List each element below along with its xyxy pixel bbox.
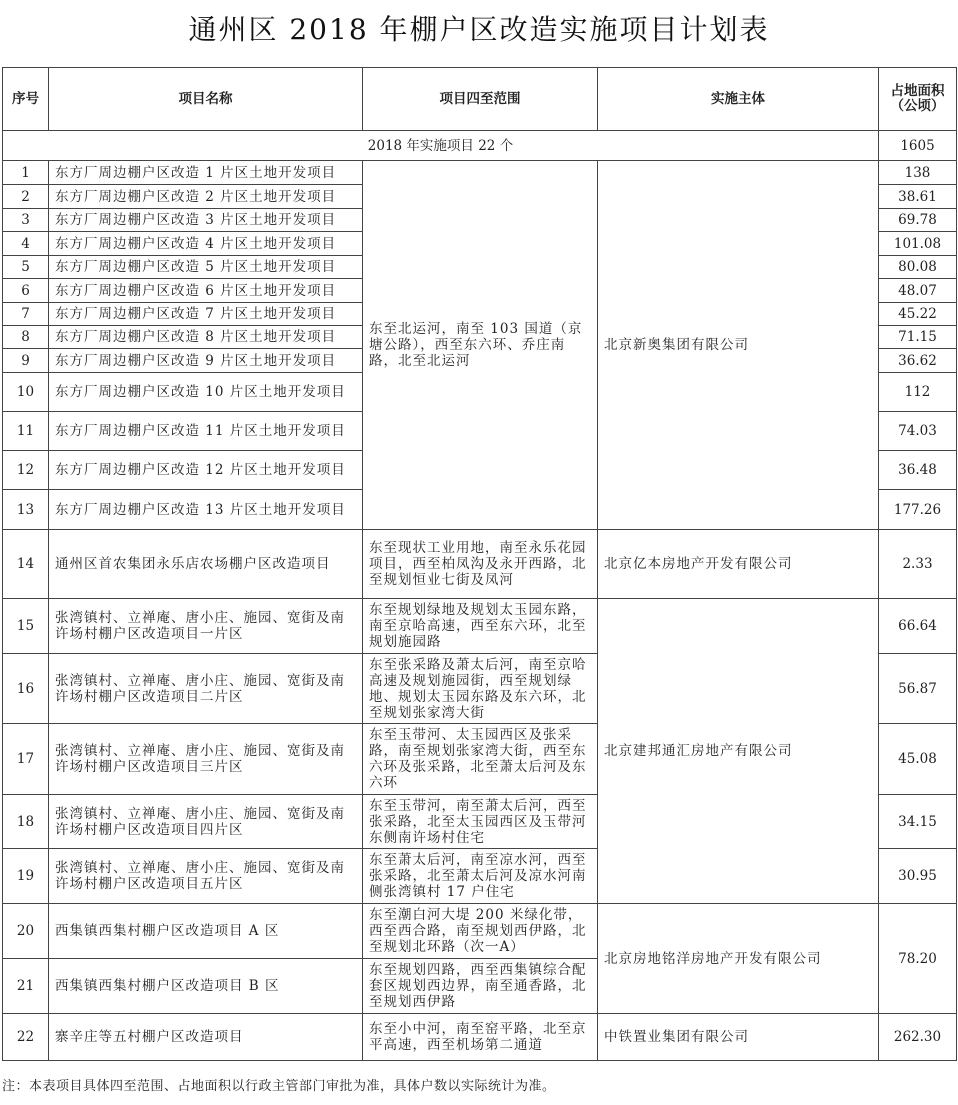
footnote: 注：本表项目具体四至范围、占地面积以行政主管部门审批为准，具体户数以实际统计为准。 [2,1079,556,1094]
project-name: 东方厂周边棚户区改造 13 片区土地开发项目 [49,490,363,530]
project-name: 东方厂周边棚户区改造 4 片区土地开发项目 [49,232,363,256]
project-area: 101.08 [879,232,957,256]
row-number: 19 [3,849,49,904]
implementing-entity: 北京建邦通汇房地产有限公司 [598,599,879,904]
summary-label: 2018 年实施项目 22 个 [3,131,879,161]
project-name: 张湾镇村、立禅庵、唐小庄、施园、宽街及南许场村棚户区改造项目四片区 [49,795,363,849]
project-area: 30.95 [879,849,957,904]
project-range: 东至张采路及萧太后河，南至京哈高速及规划施园街，西至规划绿地、规划太玉园东路及东六环，北至规划张家湾大街 [363,654,598,724]
table-row [3,904,957,959]
project-name: 张湾镇村、立禅庵、唐小庄、施园、宽街及南许场村棚户区改造项目二片区 [49,654,363,724]
project-name: 东方厂周边棚户区改造 1 片区土地开发项目 [49,161,363,185]
project-range: 东至潮白河大堤 200 米绿化带，西至西合路，南至规划西伊路，北至规划北环路（次一A） [363,904,598,959]
row-number: 11 [3,412,49,451]
header-entity: 实施主体 [598,68,879,131]
project-area: 78.20 [879,904,957,1014]
row-number: 10 [3,373,49,412]
project-area: 69.78 [879,209,957,232]
project-range: 东至玉带河，南至萧太后河，西至张采路，北至太玉园西区及玉带河东侧南许场村住宅 [363,795,598,849]
row-number: 4 [3,232,49,256]
row-number: 15 [3,599,49,654]
project-area: 138 [879,161,957,185]
page-title: 通州区 2018 年棚户区改造实施项目计划表 [188,13,770,46]
project-range: 东至规划绿地及规划太玉园东路，南至京哈高速，西至东六环，北至规划施园路 [363,599,598,654]
row-number: 21 [3,959,49,1014]
project-area: 48.07 [879,279,957,303]
project-area: 112 [879,373,957,412]
implementing-entity: 北京新奥集团有限公司 [598,161,879,530]
header-area: 占地面积 （公顷） [879,68,957,131]
summary-row [3,131,957,161]
header-range: 项目四至范围 [363,68,598,131]
row-number: 1 [3,161,49,185]
project-area: 34.15 [879,795,957,849]
project-name: 东方厂周边棚户区改造 7 片区土地开发项目 [49,303,363,326]
table-row [3,1014,957,1061]
project-name: 张湾镇村、立禅庵、唐小庄、施园、宽街及南许场村棚户区改造项目一片区 [49,599,363,654]
row-number: 16 [3,654,49,724]
project-area: 45.22 [879,303,957,326]
project-range: 东至北运河，南至 103 国道（京塘公路），西至东六环、乔庄南路，北至北运河 [363,161,598,530]
project-area: 80.08 [879,256,957,279]
project-name: 寨辛庄等五村棚户区改造项目 [49,1014,363,1061]
project-name: 张湾镇村、立禅庵、唐小庄、施园、宽街及南许场村棚户区改造项目三片区 [49,724,363,795]
project-area: 262.30 [879,1014,957,1061]
row-number: 22 [3,1014,49,1061]
project-name: 张湾镇村、立禅庵、唐小庄、施园、宽街及南许场村棚户区改造项目五片区 [49,849,363,904]
project-name: 西集镇西集村棚户区改造项目 B 区 [49,959,363,1014]
row-number: 9 [3,349,49,373]
row-number: 18 [3,795,49,849]
project-name: 通州区首农集团永乐店农场棚户区改造项目 [49,530,363,599]
row-number: 5 [3,256,49,279]
project-area: 38.61 [879,185,957,209]
project-area: 56.87 [879,654,957,724]
row-number: 2 [3,185,49,209]
row-number: 20 [3,904,49,959]
header-no: 序号 [3,68,49,131]
summary-area: 1605 [879,131,957,161]
project-name: 东方厂周边棚户区改造 12 片区土地开发项目 [49,451,363,490]
implementing-entity: 北京亿本房地产开发有限公司 [598,530,879,599]
project-table [2,67,957,1061]
header-row [3,68,957,131]
project-range: 东至玉带河、太玉园西区及张采路，南至规划张家湾大街，西至东六环及张采路，北至萧太后河及东六环 [363,724,598,795]
row-number: 17 [3,724,49,795]
project-name: 东方厂周边棚户区改造 11 片区土地开发项目 [49,412,363,451]
project-name: 东方厂周边棚户区改造 9 片区土地开发项目 [49,349,363,373]
project-name: 东方厂周边棚户区改造 3 片区土地开发项目 [49,209,363,232]
project-area: 71.15 [879,326,957,349]
row-number: 13 [3,490,49,530]
project-area: 177.26 [879,490,957,530]
project-name: 东方厂周边棚户区改造 5 片区土地开发项目 [49,256,363,279]
project-range: 东至萧太后河，南至凉水河，西至张采路，北至萧太后河及凉水河南侧张湾镇村 17 户住宅 [363,849,598,904]
row-number: 7 [3,303,49,326]
project-name: 东方厂周边棚户区改造 6 片区土地开发项目 [49,279,363,303]
project-area: 36.48 [879,451,957,490]
project-area: 66.64 [879,599,957,654]
project-range: 东至现状工业用地，南至永乐花园项目，西至柏凤沟及永开西路，北至规划恒业七街及凤河 [363,530,598,599]
table-row [3,530,957,599]
table-row [3,599,957,654]
project-range: 东至规划四路，西至西集镇综合配套区规划西边界，南至通香路，北至规划西伊路 [363,959,598,1014]
implementing-entity: 中铁置业集团有限公司 [598,1014,879,1061]
project-area: 45.08 [879,724,957,795]
project-area: 36.62 [879,349,957,373]
row-number: 8 [3,326,49,349]
project-name: 西集镇西集村棚户区改造项目 A 区 [49,904,363,959]
row-number: 6 [3,279,49,303]
project-range: 东至小中河，南至窑平路，北至京平高速，西至机场第二通道 [363,1014,598,1061]
project-name: 东方厂周边棚户区改造 2 片区土地开发项目 [49,185,363,209]
project-area: 2.33 [879,530,957,599]
project-name: 东方厂周边棚户区改造 8 片区土地开发项目 [49,326,363,349]
project-name: 东方厂周边棚户区改造 10 片区土地开发项目 [49,373,363,412]
row-number: 12 [3,451,49,490]
header-name: 项目名称 [49,68,363,131]
row-number: 3 [3,209,49,232]
project-area: 74.03 [879,412,957,451]
implementing-entity: 北京房地铭洋房地产开发有限公司 [598,904,879,1014]
table-row [3,161,957,185]
row-number: 14 [3,530,49,599]
